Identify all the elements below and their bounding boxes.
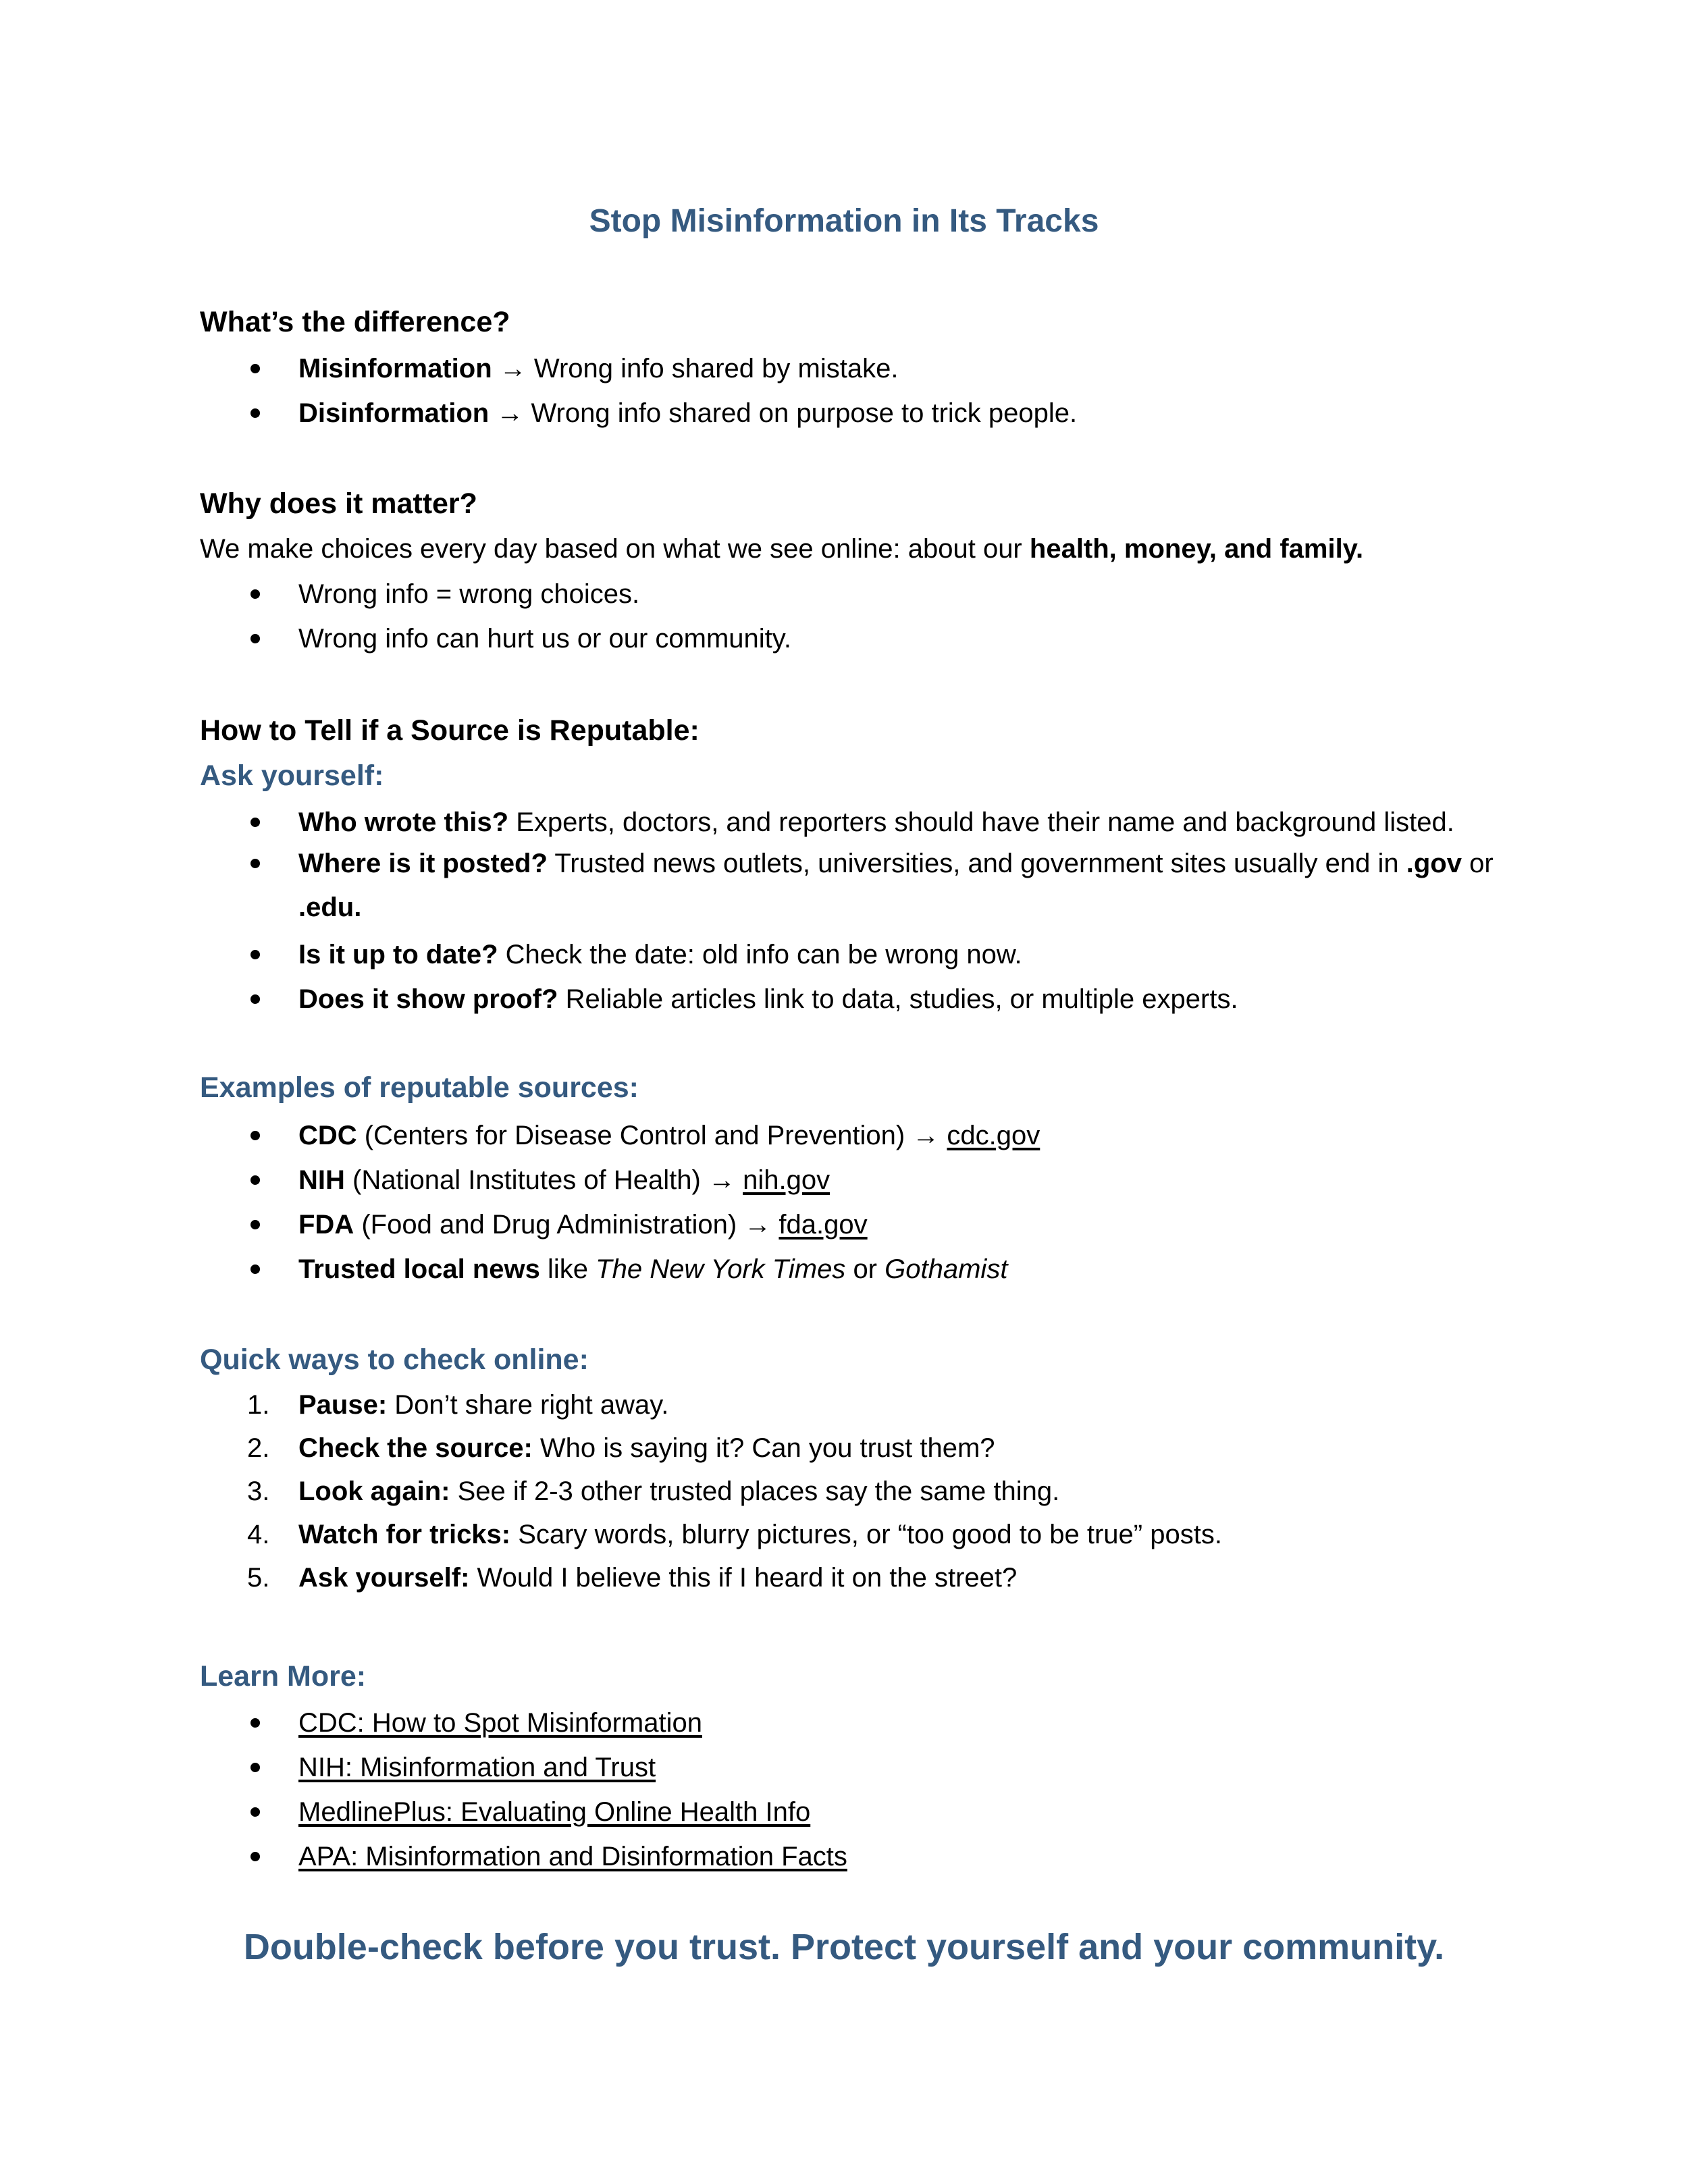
- learn-link-cdc[interactable]: CDC: How to Spot Misinformation: [298, 1708, 702, 1738]
- bullet-icon: [250, 994, 260, 1004]
- examples-heading: Examples of reputable sources:: [200, 1071, 639, 1104]
- bullet-icon: [250, 1175, 260, 1185]
- difference-list: [200, 350, 1516, 432]
- list-item: Does it show proof? Reliable articles link to data, studies, or multiple experts.: [200, 980, 1516, 1018]
- list-item: 5. Ask yourself: Would I believe this if I heard it on the street?: [247, 1563, 1018, 1593]
- difference-heading: What’s the difference?: [200, 306, 510, 338]
- bullet-icon: [250, 1763, 260, 1772]
- learn-link-apa[interactable]: APA: Misinformation and Disinformation Facts: [298, 1842, 847, 1871]
- list-item: Disinformation → Wrong info shared on purpose to trick people.: [200, 394, 1516, 432]
- bullet-icon: [250, 1220, 260, 1229]
- list-item: Trusted local news like The New York Times or Gothamist: [200, 1250, 1516, 1288]
- list-item: [200, 1704, 1516, 1742]
- list-item: 3. Look again: See if 2-3 other trusted places say the same thing.: [247, 1476, 1060, 1506]
- closing-message: Double-check before you trust. Protect yourself and your community.: [243, 1927, 1445, 1967]
- learn-link-medlineplus[interactable]: MedlinePlus: Evaluating Online Health Info: [298, 1797, 811, 1827]
- learn-link-nih[interactable]: NIH: Misinformation and Trust: [298, 1753, 656, 1782]
- learn-heading: Learn More:: [200, 1660, 367, 1693]
- reputable-list: [200, 803, 1516, 1018]
- ask-yourself-heading: Ask yourself:: [200, 760, 384, 792]
- list-item: Wrong info can hurt us or our community.: [200, 620, 1516, 658]
- matter-list: [200, 575, 1516, 658]
- list-item: 2. Check the source: Who is saying it? Can you trust them?: [247, 1433, 995, 1463]
- list-item: Where is it posted? Trusted news outlets, universities, and government sites usually end in .gov or .edu.: [200, 842, 1516, 930]
- list-item: FDA (Food and Drug Administration) → fda.gov: [200, 1206, 1516, 1244]
- bullet-icon: [250, 1264, 260, 1274]
- list-item: NIH (National Institutes of Health) → nih.gov: [200, 1161, 1516, 1199]
- bullet-icon: [250, 818, 260, 827]
- examples-list: [200, 1117, 1516, 1288]
- fda-link[interactable]: fda.gov: [779, 1210, 868, 1240]
- bullet-icon: [250, 408, 260, 418]
- list-item: [200, 1749, 1516, 1786]
- list-item: [200, 1838, 1516, 1875]
- bullet-icon: [250, 1807, 260, 1817]
- bullet-icon: [250, 589, 260, 599]
- matter-intro: We make choices every day based on what we see online: about our health, money, and family.: [200, 534, 1364, 564]
- quick-list: [200, 1386, 1516, 1597]
- quick-heading: Quick ways to check online:: [200, 1343, 589, 1376]
- matter-heading: Why does it matter?: [200, 487, 477, 520]
- bullet-icon: [250, 1852, 260, 1861]
- learn-list: [200, 1704, 1516, 1875]
- list-item: Misinformation → Wrong info shared by mistake.: [200, 350, 1516, 388]
- nih-link[interactable]: nih.gov: [743, 1165, 830, 1195]
- bullet-icon: [250, 859, 260, 868]
- cdc-link[interactable]: cdc.gov: [947, 1121, 1040, 1150]
- bullet-icon: [250, 950, 260, 959]
- list-item: Wrong info = wrong choices.: [200, 575, 1516, 613]
- list-item: [200, 1793, 1516, 1831]
- reputable-heading: How to Tell if a Source is Reputable:: [200, 714, 700, 747]
- list-item: CDC (Centers for Disease Control and Prevention) → cdc.gov: [200, 1117, 1516, 1154]
- list-item: 1. Pause: Don’t share right away.: [247, 1390, 669, 1420]
- list-item: Is it up to date? Check the date: old info can be wrong now.: [200, 936, 1516, 974]
- bullet-icon: [250, 1131, 260, 1140]
- page-title: Stop Misinformation in Its Tracks: [589, 203, 1099, 239]
- bullet-icon: [250, 634, 260, 643]
- bullet-icon: [250, 1718, 260, 1728]
- list-item: Who wrote this? Experts, doctors, and reporters should have their name and background listed.: [200, 803, 1516, 841]
- bullet-icon: [250, 364, 260, 373]
- list-item: 4. Watch for tricks: Scary words, blurry pictures, or “too good to be true” posts.: [247, 1520, 1222, 1549]
